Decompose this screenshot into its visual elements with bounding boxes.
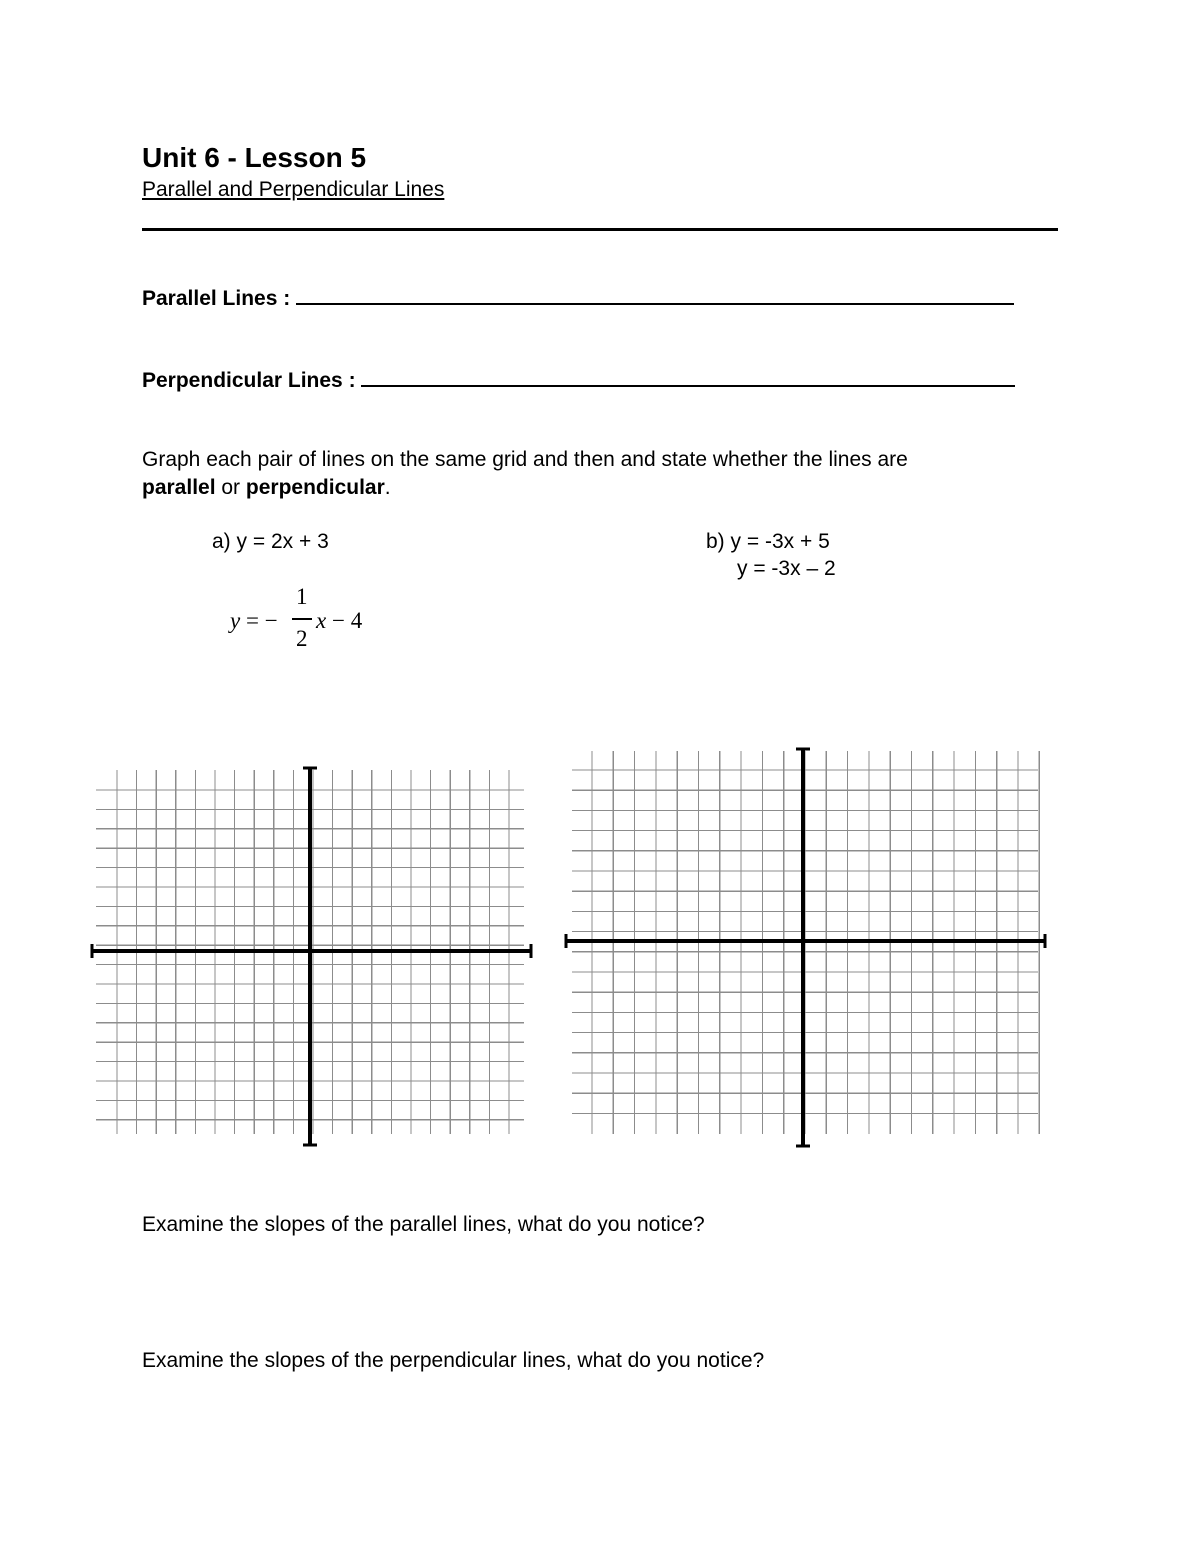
problem-a-eq2-numerator: 1	[296, 584, 308, 609]
question-perpendicular-slopes: Examine the slopes of the perpendicular lines, what do you notice?	[142, 1349, 765, 1372]
word-or: or	[215, 476, 246, 499]
problem-a-eq2-rhs: x − 4	[316, 608, 363, 633]
problem-a-equation-1: y = 2x + 3	[236, 530, 329, 553]
coordinate-grid-a[interactable]	[92, 768, 531, 1145]
word-perpendicular: perpendicular	[245, 476, 385, 499]
problem-a-eq2-lhs: y = −	[230, 608, 278, 633]
word-parallel: parallel	[142, 476, 216, 499]
coordinate-grid-b[interactable]	[566, 749, 1045, 1146]
problem-b-equation-1: y = -3x + 5	[730, 530, 830, 553]
page-subtitle: Parallel and Perpendicular Lines	[142, 178, 445, 201]
perpendicular-lines-label: Perpendicular Lines :	[142, 369, 356, 392]
question-parallel-slopes: Examine the slopes of the parallel lines, what do you notice?	[142, 1213, 705, 1236]
problem-b-label: b)	[706, 530, 725, 553]
period: .	[384, 476, 391, 499]
problem-a-eq2-denominator: 2	[296, 626, 308, 651]
problem-a-label: a)	[212, 530, 231, 553]
page-title: Unit 6 - Lesson 5	[142, 142, 367, 173]
problem-b-equation-2: y = -3x – 2	[737, 557, 836, 580]
parallel-lines-label: Parallel Lines :	[142, 287, 291, 310]
instructions-line-1: Graph each pair of lines on the same grid and then and state whether the lines are	[142, 448, 908, 471]
